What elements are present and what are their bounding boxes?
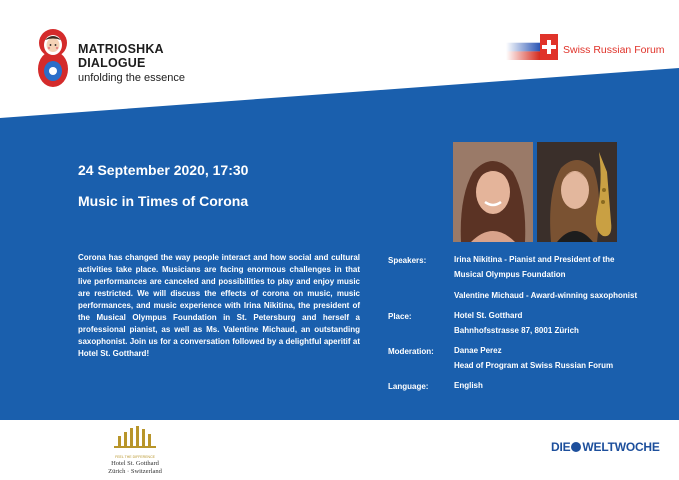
brand-title-line1: MATRIOSHKA (78, 42, 164, 56)
media-partner-logo (551, 440, 660, 454)
brand-title-line2: DIALOGUE (78, 56, 146, 70)
place-label: Place: (388, 312, 412, 321)
event-title: Music in Times of Corona (78, 193, 249, 209)
event-date: 24 September 2020, 17:30 (78, 162, 249, 178)
speakers-label: Speakers: (388, 256, 427, 265)
swiss-russian-flag-icon (506, 34, 558, 60)
language-value: English (454, 381, 483, 390)
speaker2: Valentine Michaud - Award-winning saxophonist (454, 291, 638, 300)
media-name-part2: WELTWOCHE (582, 440, 660, 454)
brand-tagline: unfolding the essence (78, 72, 186, 84)
event-description: Corona has changed the way people interact and how social and cultural activities take place. Musicians are facing enormous challenges in that live performances are canceled and possibilities to play and enjoy music are restricted. We will discuss the effects of corona on music, music performances, and music experience with Irina Nikitina, the president of the Musical Olympus Foundation in St. Petersburg and herself a professional pianist, as well as Ms. Valentine Michaud, an outstanding saxophonist. Join us for a conversation followed by a delightful aperitif at Hotel St. Gotthard! (78, 253, 360, 358)
partner-name: Swiss Russian Forum (563, 44, 665, 56)
speaker-photo-valentine (537, 142, 617, 242)
place-line1: Hotel St. Gotthard (454, 311, 523, 320)
globe-icon (571, 442, 581, 452)
brand-title (78, 42, 164, 70)
place-line2: Bahnhofsstrasse 87, 8001 Zürich (454, 326, 579, 335)
moderation-line2: Head of Program at Swiss Russian Forum (454, 361, 614, 370)
hotel-city: Zürich · Switzerland (108, 468, 162, 475)
language-label: Language: (388, 382, 429, 391)
speaker-photo-irina (453, 142, 533, 242)
moderation-label: Moderation: (388, 347, 434, 356)
speaker1-line1: Irina Nikitina - Pianist and President of the (454, 255, 615, 264)
moderation-line1: Danae Perez (454, 346, 502, 355)
hotel-slogan: FEEL THE DIFFERENCE (115, 455, 155, 459)
media-name-part1: DIE (551, 440, 571, 454)
speaker1-line2: Musical Olympus Foundation (454, 270, 566, 279)
matryoshka-doll-icon (36, 26, 70, 88)
hotel-name: Hotel St. Gotthard (111, 460, 159, 467)
